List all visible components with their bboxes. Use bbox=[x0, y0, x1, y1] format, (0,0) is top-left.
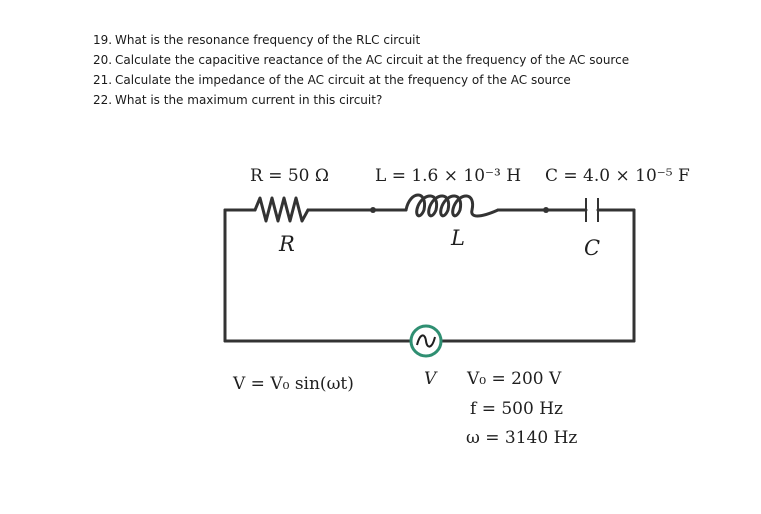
resistor-label: R bbox=[279, 232, 295, 256]
inductor-coil bbox=[406, 195, 498, 216]
angular-frequency-value: ω = 3140 Hz bbox=[466, 428, 578, 448]
frequency-value: f = 500 Hz bbox=[470, 399, 563, 419]
source-label: V bbox=[424, 369, 437, 389]
resistor-value: R = 50 Ω bbox=[250, 166, 329, 186]
inductor-value: L = 1.6 × 10⁻³ H bbox=[375, 166, 522, 186]
question-text: Calculate the impedance of the AC circuit at the frequency of the AC source bbox=[115, 73, 571, 87]
junction-dot bbox=[370, 207, 376, 213]
capacitor-label: C bbox=[584, 236, 601, 260]
question-text: Calculate the capacitive reactance of the AC circuit at the frequency of the AC source bbox=[115, 53, 630, 67]
resistor-zigzag bbox=[255, 198, 308, 221]
source-equation: V = V₀ sin(ωt) bbox=[233, 374, 354, 394]
question-number: 20. bbox=[93, 53, 113, 67]
inductor-label: L bbox=[451, 226, 465, 250]
question-number: 21. bbox=[93, 73, 113, 87]
question-text: What is the maximum current in this circuit? bbox=[115, 93, 383, 107]
amplitude-value: V₀ = 200 V bbox=[467, 369, 562, 389]
capacitor-value: C = 4.0 × 10⁻⁵ F bbox=[545, 166, 690, 186]
question-number: 19. bbox=[93, 33, 113, 47]
question-text: What is the resonance frequency of the RLC circuit bbox=[115, 33, 421, 47]
junction-dot bbox=[543, 207, 549, 213]
question-number: 22. bbox=[93, 93, 113, 107]
